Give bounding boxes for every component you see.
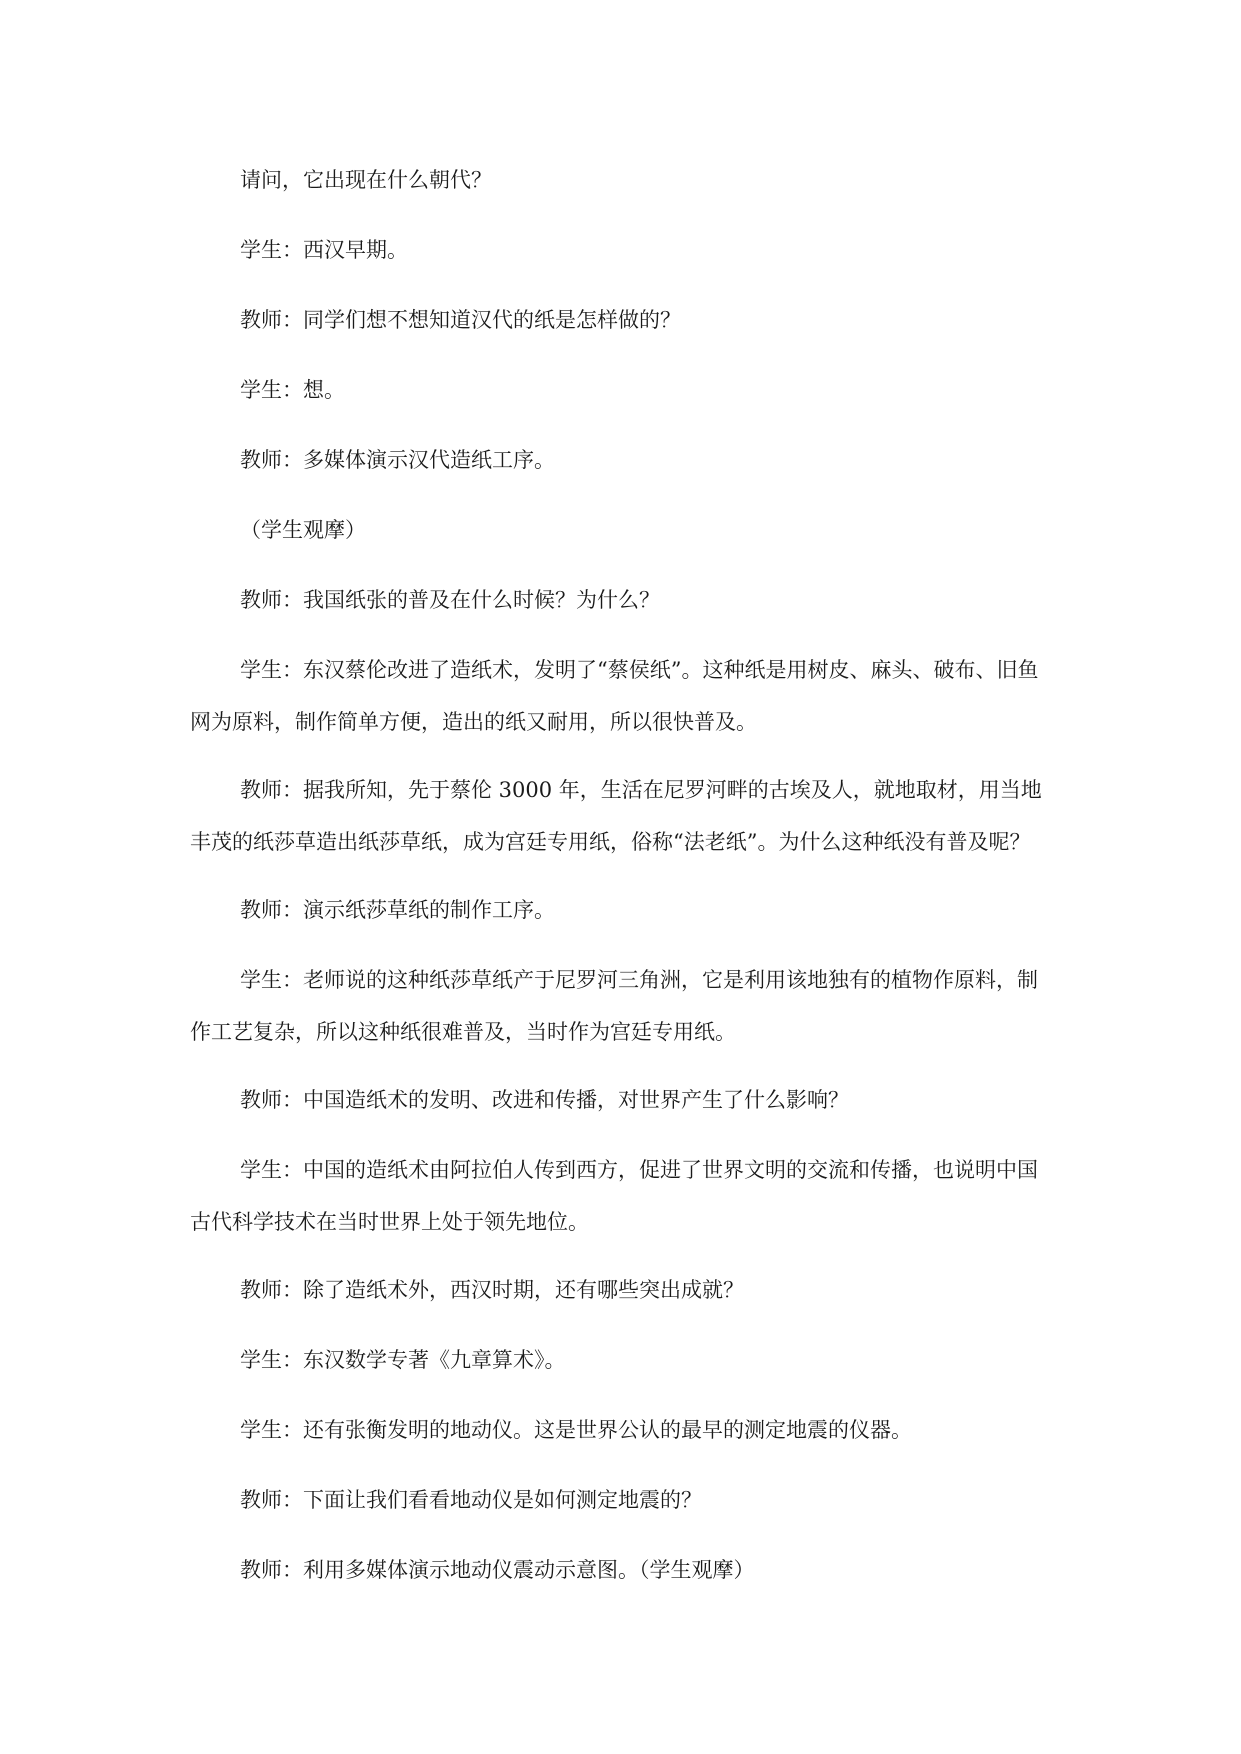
paragraph: 请问，它出现在什么朝代？ [240,168,492,192]
paragraph: 教师：演示纸莎草纸的制作工序。 [240,898,555,922]
paragraph: 学生：老师说的这种纸莎草纸产于尼罗河三角洲，它是利用该地独有的植物作原料，制作工艺复杂，所以这种纸很难普及，当时作为宫廷专用纸。 [190,968,1038,1044]
paragraph: 学生：想。 [240,378,345,402]
paragraph: 教师：除了造纸术外，西汉时期，还有哪些突出成就？ [240,1278,744,1302]
paragraph: 教师：同学们想不想知道汉代的纸是怎样做的？ [240,308,681,332]
paragraph: 教师：多媒体演示汉代造纸工序。 [240,448,555,472]
paragraph: 学生：东汉蔡伦改进了造纸术，发明了“蔡侯纸”。这种纸是用树皮、麻头、破布、旧鱼网为原料，制作简单方便，造出的纸又耐用，所以很快普及。 [190,658,1039,734]
paragraph: 教师：中国造纸术的发明、改进和传播，对世界产生了什么影响？ [240,1088,849,1112]
paragraph: 学生：西汉早期。 [240,238,408,262]
paragraph: 教师：据我所知，先于蔡伦 3000 年，生活在尼罗河畔的古埃及人，就地取材，用当地丰茂的纸莎草造出纸莎草纸，成为宫廷专用纸，俗称“法老纸”。为什么这种纸没有普及呢？ [190,778,1042,854]
paragraph: （学生观摩） [240,518,366,542]
paragraph: 学生：还有张衡发明的地动仪。这是世界公认的最早的测定地震的仪器。 [240,1418,912,1442]
paragraph: 教师：我国纸张的普及在什么时候？为什么？ [240,588,660,612]
paragraph: 教师：下面让我们看看地动仪是如何测定地震的？ [240,1488,702,1512]
paragraph: 学生：中国的造纸术由阿拉伯人传到西方，促进了世界文明的交流和传播，也说明中国古代科学技术在当时世界上处于领先地位。 [190,1158,1038,1234]
paragraph: 学生：东汉数学专著《九章算术》。 [240,1348,566,1372]
paragraph: 教师：利用多媒体演示地动仪震动示意图。（学生观摩） [240,1558,755,1582]
